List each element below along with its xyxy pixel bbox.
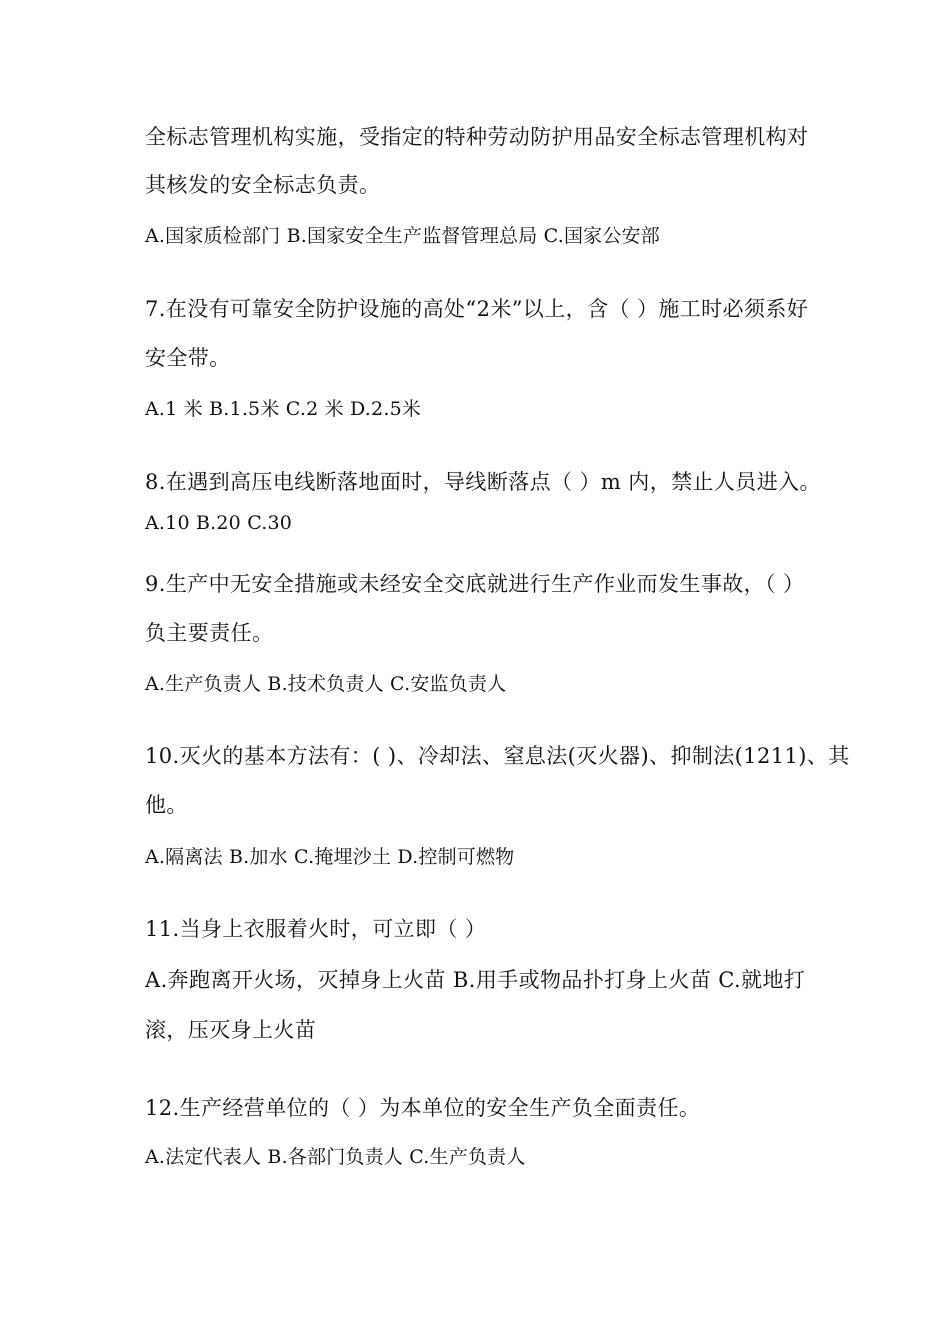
question-10-line-1: 10.灭火的基本方法有：( )、冷却法、窒息法(灭火器)、抑制法(1211)、其 [145, 744, 850, 768]
intro-options: A.国家质检部门 B.国家安全生产监督管理总局 C.国家公安部 [145, 225, 660, 247]
question-9-line-2: 负主要责任。 [145, 621, 274, 645]
question-7-line-1: 7.在没有可靠安全防护设施的高处“2米”以上，含（ ）施工时必须系好 [145, 297, 809, 321]
question-10-options: A.隔离法 B.加水 C.掩埋沙土 D.控制可燃物 [145, 846, 515, 868]
question-11-line-1: 11.当身上衣服着火时，可立即（ ） [145, 917, 487, 941]
question-10-line-2: 他。 [145, 793, 188, 817]
question-9-options: A.生产负责人 B.技术负责人 C.安监负责人 [145, 673, 507, 695]
intro-line-2: 其核发的安全标志负责。 [145, 173, 381, 197]
question-12-line-1: 12.生产经营单位的（ ）为本单位的安全生产负全面责任。 [145, 1096, 701, 1120]
question-8-line-1: 8.在遇到高压电线断落地面时，导线断落点（ ）m 内，禁止人员进入。 [145, 470, 821, 494]
question-11-options-line-1: A.奔跑离开火场，灭掉身上火苗 B.用手或物品扑打身上火苗 C.就地打 [145, 968, 806, 992]
intro-line-1: 全标志管理机构实施，受指定的特种劳动防护用品安全标志管理机构对 [145, 125, 809, 149]
question-7-options: A.1 米 B.1.5米 C.2 米 D.2.5米 [145, 398, 422, 420]
question-12-options: A.法定代表人 B.各部门负责人 C.生产负责人 [145, 1146, 526, 1168]
question-9-line-1: 9.生产中无安全措施或未经安全交底就进行生产作业而发生事故，（ ） [145, 572, 805, 596]
question-11-options-line-2: 滚，压灭身上火苗 [145, 1018, 317, 1042]
question-8-options: A.10 B.20 C.30 [145, 512, 293, 534]
question-7-line-2: 安全带。 [145, 346, 231, 370]
